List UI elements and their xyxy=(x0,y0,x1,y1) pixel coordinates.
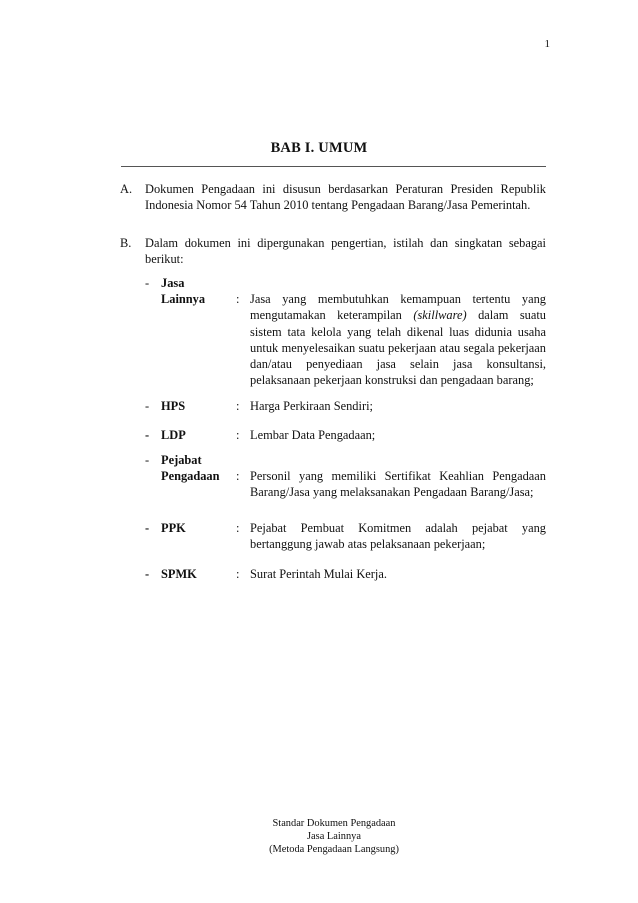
definition-description: Lembar Data Pengadaan; xyxy=(250,428,376,442)
list-dash: - xyxy=(145,453,150,467)
title-divider xyxy=(121,166,546,167)
definition-term: Jasa Lainnya xyxy=(161,276,206,307)
definition-colon: : xyxy=(236,469,240,483)
definition-term: SPMK xyxy=(161,567,197,581)
section-letter: A. xyxy=(120,182,133,196)
definition-hps xyxy=(145,398,546,414)
definition-ppk xyxy=(145,520,546,553)
definition-jasa-lainnya xyxy=(145,275,546,389)
section-a xyxy=(120,181,546,214)
definition-description: Jasa yang membutuhkan kemampuan tertentu yang mengutamakan keterampilan (skillware) dalam suatu sistem tata kelola yang telah dikenal luas didunia usaha untuk menyelesaikan suatu pekerjaan atau segala pekerjaan dan/atau penyediaan jasa selain jasa konsultansi, pelaksanaan pekerjaan konstruksi dan pengadaan barang; xyxy=(250,292,546,388)
definition-term: LDP xyxy=(161,428,186,442)
section-b xyxy=(120,235,546,268)
footer-line: Jasa Lainnya xyxy=(307,831,361,842)
definition-colon: : xyxy=(236,292,240,306)
chapter-title: BAB I. UMUM xyxy=(270,140,368,156)
definition-pejabat-pengadaan xyxy=(145,452,546,501)
list-dash: - xyxy=(145,521,150,535)
section-text: Dokumen Pengadaan ini disusun berdasarkan Peraturan Presiden Republik Indonesia Nomor 54 Tahun 2010 tentang Pengadaan Barang/Jasa Pemerintah. xyxy=(145,182,546,213)
definition-colon: : xyxy=(236,428,240,442)
list-dash: - xyxy=(145,399,150,413)
definition-description: Surat Perintah Mulai Kerja. xyxy=(250,567,387,581)
page-footer xyxy=(0,817,638,856)
page-number: 1 xyxy=(544,38,550,50)
definition-colon: : xyxy=(236,567,240,581)
section-letter: B. xyxy=(120,236,132,250)
definition-spmk xyxy=(145,566,546,582)
list-dash: - xyxy=(145,428,150,442)
definition-description: Harga Perkiraan Sendiri; xyxy=(250,399,373,413)
definition-colon: : xyxy=(236,399,240,413)
definition-term: PPK xyxy=(161,521,186,535)
section-text: Dalam dokumen ini dipergunakan pengertian, istilah dan singkatan sebagai berikut: xyxy=(145,236,546,267)
list-dash: - xyxy=(145,276,150,290)
definition-term: Pejabat Pengadaan xyxy=(161,453,220,484)
definition-description: Personil yang memiliki Sertifikat Keahlian Pengadaan Barang/Jasa yang melaksanakan Pengadaan Barang/Jasa; xyxy=(250,469,546,500)
definition-ldp xyxy=(145,427,546,443)
definition-description: Pejabat Pembuat Komitmen adalah pejabat yang bertanggung jawab atas pelaksanaan pekerjaan; xyxy=(250,521,546,552)
footer-line: Standar Dokumen Pengadaan xyxy=(272,818,396,829)
definition-term: HPS xyxy=(161,399,186,413)
definition-colon: : xyxy=(236,521,240,535)
footer-line: (Metoda Pengadaan Langsung) xyxy=(269,844,399,855)
list-dash: - xyxy=(145,567,150,581)
